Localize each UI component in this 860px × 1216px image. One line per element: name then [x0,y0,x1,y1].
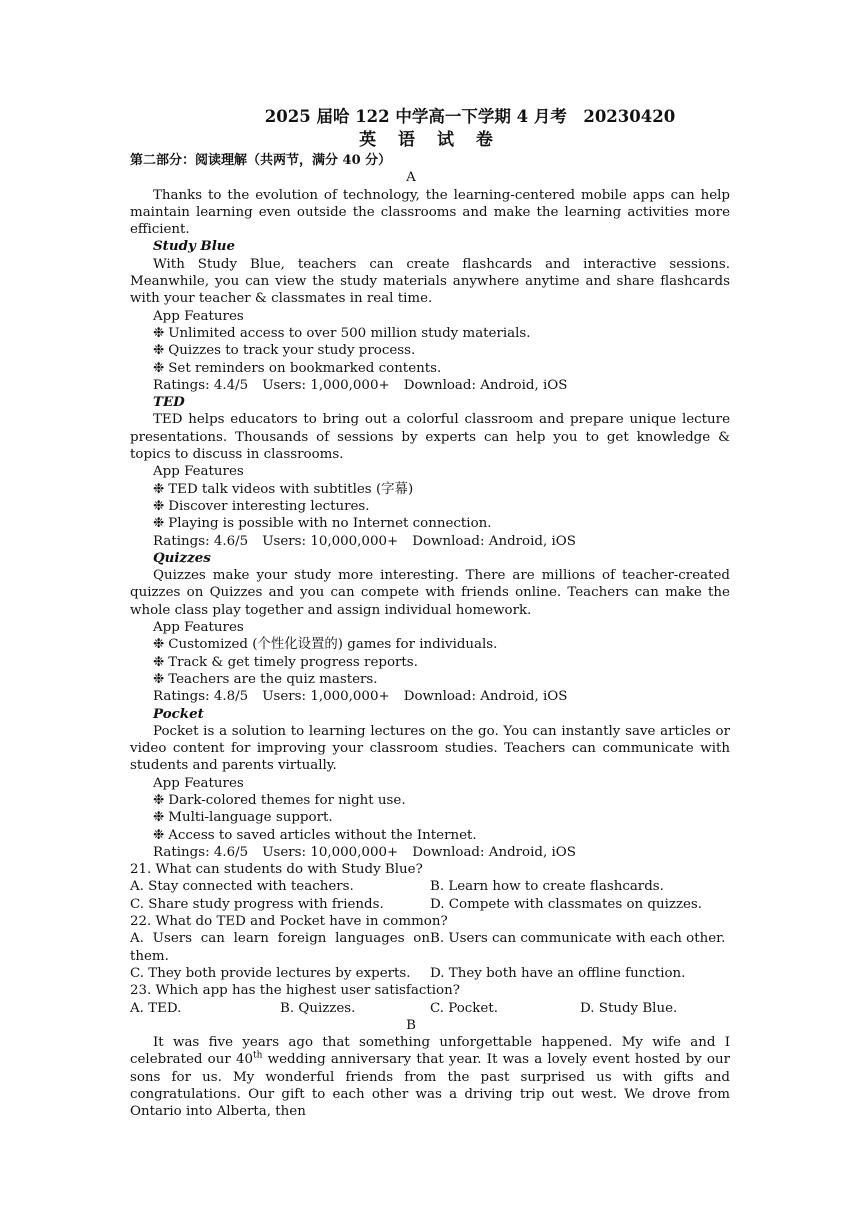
bullet-icon: ❉ [153,325,165,341]
feature-text: Multi-language support. [168,810,333,826]
app-entry [130,238,730,394]
option[interactable]: B. Users can communicate with each other. [430,931,726,947]
feature-text: Customized (个性化设置的) games for individuals. [168,637,498,653]
app-description: TED helps educators to bring out a colorful classroom and prepare unique lecture presentations. Thousands of sessions by experts can help you to get knowledge & topics to discuss in classrooms. [130,412,730,463]
feature-item [130,325,730,342]
option[interactable]: A. Users can learn foreign languages on them. [130,931,430,964]
app-name: TED [153,394,185,411]
bullet-icon: ❉ [153,481,165,497]
option[interactable]: C. Share study progress with friends. [130,896,384,912]
app-users: Users: 1,000,000+ [262,377,390,393]
bullet-icon: ❉ [153,343,165,359]
feature-item [130,636,730,653]
app-description: Pocket is a solution to learning lectures on the go. You can instantly save articles or video content for improving your classroom studies. Teachers can communicate with students and parents virtually. [130,723,730,774]
option[interactable]: D. Compete with classmates on quizzes. [430,896,703,912]
option[interactable]: C. Pocket. [430,1000,498,1016]
app-download: Download: Android, iOS [403,377,568,393]
bullet-icon: ❉ [153,792,165,808]
feature-text: Teachers are the quiz masters. [168,671,378,687]
app-list [130,238,730,861]
bullet-icon: ❉ [153,654,165,670]
app-name: Pocket [153,705,204,722]
feature-item [130,809,730,826]
app-stats [130,688,730,705]
passage-a-label: A [406,170,416,186]
exam-subject: 英 语 试 卷 [359,130,501,150]
bullet-icon: ❉ [153,810,165,826]
feature-item [130,654,730,671]
app-entry [130,550,730,706]
feature-item [130,671,730,688]
app-download: Download: Android, iOS [403,689,568,705]
options-row [130,930,730,965]
option[interactable]: C. They both provide lectures by experts. [130,965,411,981]
app-entry [130,706,730,862]
options-row [130,896,730,913]
feature-text: Track & get timely progress reports. [168,654,418,670]
feature-text: Access to saved articles without the Internet. [168,827,477,843]
feature-item [130,827,730,844]
feature-text: Set reminders on bookmarked contents. [168,360,442,376]
app-download: Download: Android, iOS [412,844,576,860]
question [130,982,730,1017]
exam-page [130,106,730,1121]
exam-title: 2025 届哈 122 中学高一下学期 4 月考 20230420 [264,107,676,126]
feature-item [130,342,730,359]
app-features-label: App Features [153,464,244,480]
question-list [130,861,730,1017]
feature-item [130,515,730,532]
app-ratings: Ratings: 4.6/5 [153,844,249,860]
app-name: Quizzes [153,549,211,566]
feature-item [130,498,730,515]
app-users: Users: 1,000,000+ [262,689,390,705]
feature-text: Dark-colored themes for night use. [168,792,406,808]
option[interactable]: B. Quizzes. [280,1000,356,1016]
app-ratings: Ratings: 4.6/5 [153,533,249,549]
options-row [130,878,730,895]
app-stats [130,533,730,550]
feature-text: TED talk videos with subtitles (字幕) [168,481,414,497]
option[interactable]: D. Study Blue. [580,1000,678,1016]
passage-a-intro: Thanks to the evolution of technology, the learning-centered mobile apps can help maintain learning even outside the classrooms and make the learning activities more efficient. [130,187,730,238]
app-stats [130,844,730,861]
app-ratings: Ratings: 4.4/5 [153,377,249,393]
app-description: Quizzes make your study more interesting. There are millions of teacher-created quizzes on Quizzes and you can compete with friends online. Teachers can make the whole class play together and assign individual homework. [130,568,730,618]
question-stem: 21. What can students do with Study Blue? [130,862,423,878]
passage-b-text [130,1034,730,1120]
app-entry [130,394,730,550]
feature-text: Quizzes to track your study process. [168,343,416,359]
app-ratings: Ratings: 4.8/5 [153,689,249,705]
feature-text: Unlimited access to over 500 million study materials. [168,325,531,341]
app-description: With Study Blue, teachers can create flashcards and interactive sessions. Meanwhile, you can view the study materials anywhere anytime and share flashcards with your teacher & classmates in real time. [130,256,730,307]
app-features-label: App Features [153,308,244,324]
passage-b-text-rest: wedding anniversary that year. It was a lovely event hosted by our sons for us. My wonderful friends from the past surprised us with gifts and congratulations. Our gift to each other was a driving trip out west. We drove from Ontario into Alberta, then [130,1052,731,1120]
option[interactable]: B. Learn how to create flashcards. [430,879,664,895]
option[interactable]: A. TED. [130,1000,182,1016]
feature-text: Playing is possible with no Internet connection. [168,516,492,532]
passage-b-label: B [406,1017,416,1033]
passage-b-text-start: It was five years ago that something unforgettable happened. My wife and I celebrated our 40 [130,1035,730,1068]
option[interactable]: D. They both have an offline function. [430,965,686,981]
ordinal-suffix: th [253,1050,263,1061]
app-name: Study Blue [153,238,236,255]
bullet-icon: ❉ [153,360,165,376]
app-download: Download: Android, iOS [412,533,576,549]
bullet-icon: ❉ [153,637,165,653]
question [130,913,730,982]
app-stats [130,377,730,394]
app-features-label: App Features [153,775,244,791]
question-stem: 23. Which app has the highest user satisfaction? [130,983,460,999]
bullet-icon: ❉ [153,671,165,687]
feature-item [130,360,730,377]
feature-item [130,792,730,809]
app-users: Users: 10,000,000+ [262,533,399,549]
feature-item [130,481,730,498]
question [130,861,730,913]
bullet-icon: ❉ [153,498,165,514]
bullet-icon: ❉ [153,516,165,532]
option[interactable]: A. Stay connected with teachers. [130,879,354,895]
app-users: Users: 10,000,000+ [262,844,399,860]
bullet-icon: ❉ [153,827,165,843]
section-heading: 第二部分：阅读理解（共两节，满分 40 分） [130,153,392,168]
app-features-label: App Features [153,620,244,636]
options-row [130,965,730,982]
feature-text: Discover interesting lectures. [168,498,370,514]
question-stem: 22. What do TED and Pocket have in common? [130,914,448,930]
options-row [130,1000,730,1017]
